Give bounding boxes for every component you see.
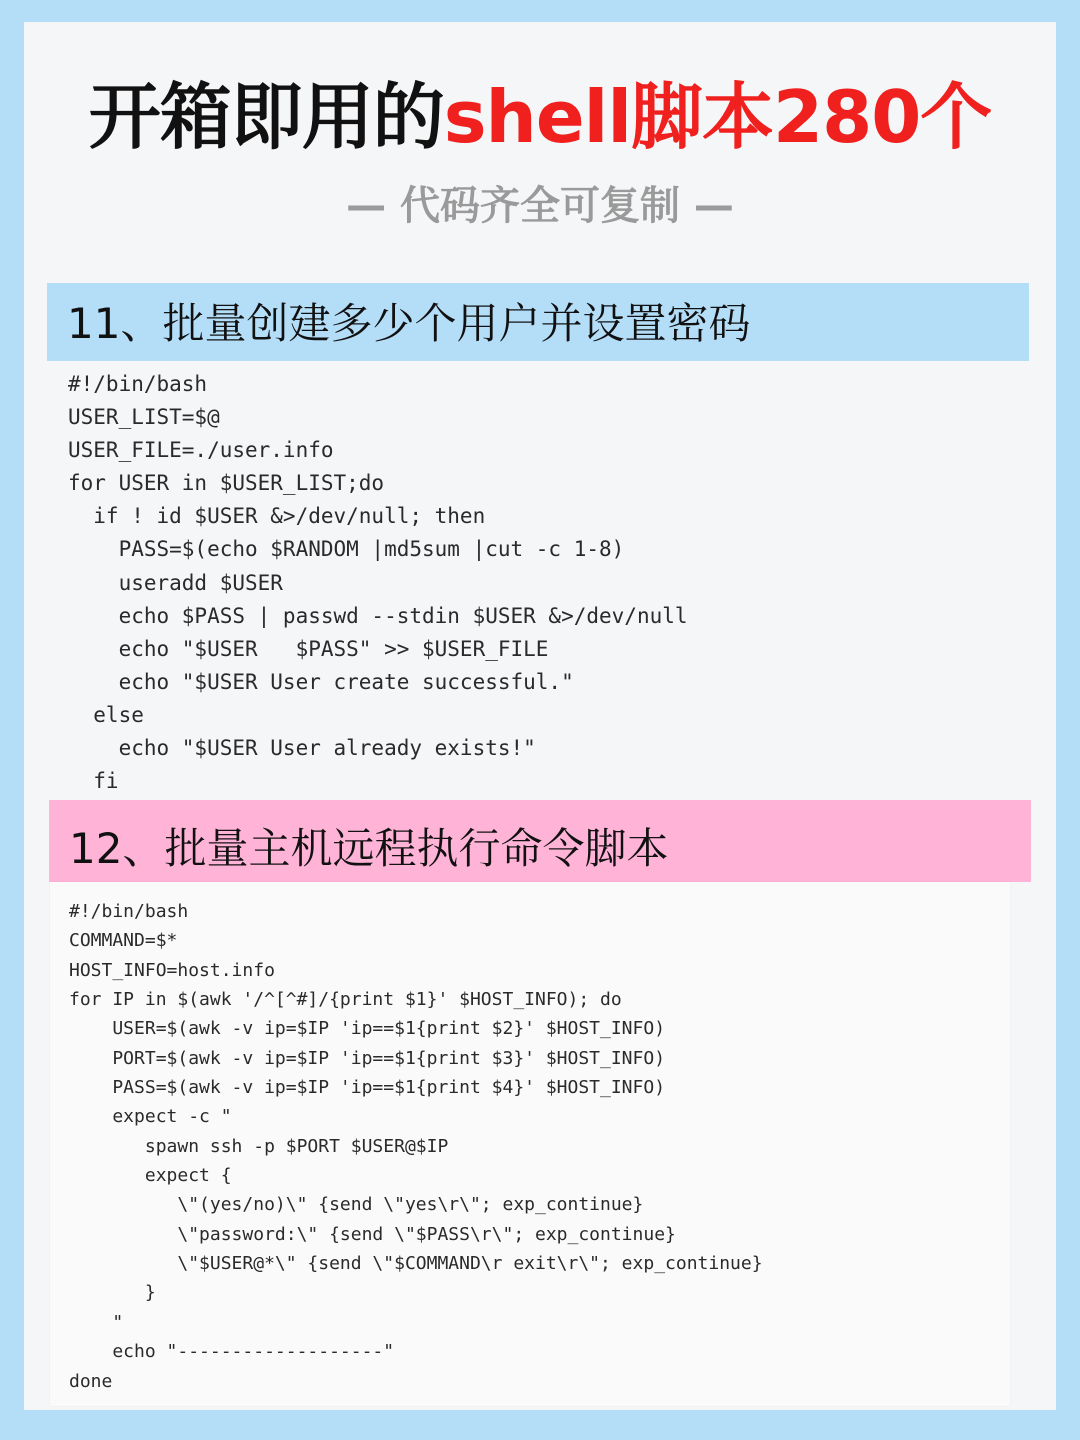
code-line: expect { xyxy=(69,1165,232,1187)
code-line: PASS=$(echo $RANDOM |md5sum |cut -c 1-8) xyxy=(68,537,625,562)
code-line: echo $PASS | passwd --stdin $USER &>/dev/null xyxy=(68,603,688,628)
code-line: useradd $USER xyxy=(68,570,283,595)
code-line: for USER in $USER_LIST;do xyxy=(68,471,385,496)
code-line: \"$USER@*\" {send \"$COMMAND\r exit\r\"; exp_continue} xyxy=(69,1253,763,1275)
code-line: #!/bin/bash xyxy=(68,372,208,396)
page-subtitle: — 代码齐全可复制 — xyxy=(346,183,734,229)
code-line: USER_LIST=$@ xyxy=(68,405,220,430)
section-heading-11: 11、批量创建多少个用户并设置密码 xyxy=(47,283,1029,361)
code-block-12 xyxy=(69,897,763,1396)
code-line: USER=$(awk -v ip=$IP 'ip==$1{print $2}' $HOST_INFO) xyxy=(69,1018,666,1040)
code-line: if ! id $USER &>/dev/null; then xyxy=(68,504,486,529)
code-line: \"(yes/no)\" {send \"yes\r\"; exp_continue} xyxy=(69,1194,644,1216)
code-line: echo "-------------------" xyxy=(69,1341,395,1363)
code-line: #!/bin/bash xyxy=(69,901,189,922)
code-line: PORT=$(awk -v ip=$IP 'ip==$1{print $3}' $HOST_INFO) xyxy=(69,1047,666,1069)
code-line: PASS=$(awk -v ip=$IP 'ip==$1{print $4}' $HOST_INFO) xyxy=(69,1077,666,1099)
code-line: expect -c " xyxy=(69,1106,232,1128)
code-line: spawn ssh -p $PORT $USER@$IP xyxy=(69,1135,449,1157)
code-line: } xyxy=(69,1282,156,1304)
section-heading-12: 12、批量主机远程执行命令脚本 xyxy=(49,800,1031,882)
code-line: fi xyxy=(68,769,119,794)
code-block-11 xyxy=(68,368,688,798)
code-line: done xyxy=(69,1370,113,1392)
code-line: echo "$USER $PASS" >> $USER_FILE xyxy=(68,636,549,661)
code-line: echo "$USER User create successful." xyxy=(68,669,574,694)
title-main: 开箱即用的 xyxy=(88,75,444,159)
code-line: COMMAND=$* xyxy=(69,930,178,952)
page-title xyxy=(0,72,1080,162)
code-line: USER_FILE=./user.info xyxy=(68,438,334,463)
code-line: \"password:\" {send \"$PASS\r\"; exp_continue} xyxy=(69,1223,676,1245)
code-line: " xyxy=(69,1311,124,1333)
code-line: else xyxy=(68,702,144,727)
title-accent: shell脚本280个 xyxy=(443,75,992,159)
code-line: echo "$USER User already exists!" xyxy=(68,736,536,761)
code-line: for IP in $(awk '/^[^#]/{print $1}' $HOST_INFO); do xyxy=(69,989,622,1011)
code-line: HOST_INFO=host.info xyxy=(69,959,275,981)
